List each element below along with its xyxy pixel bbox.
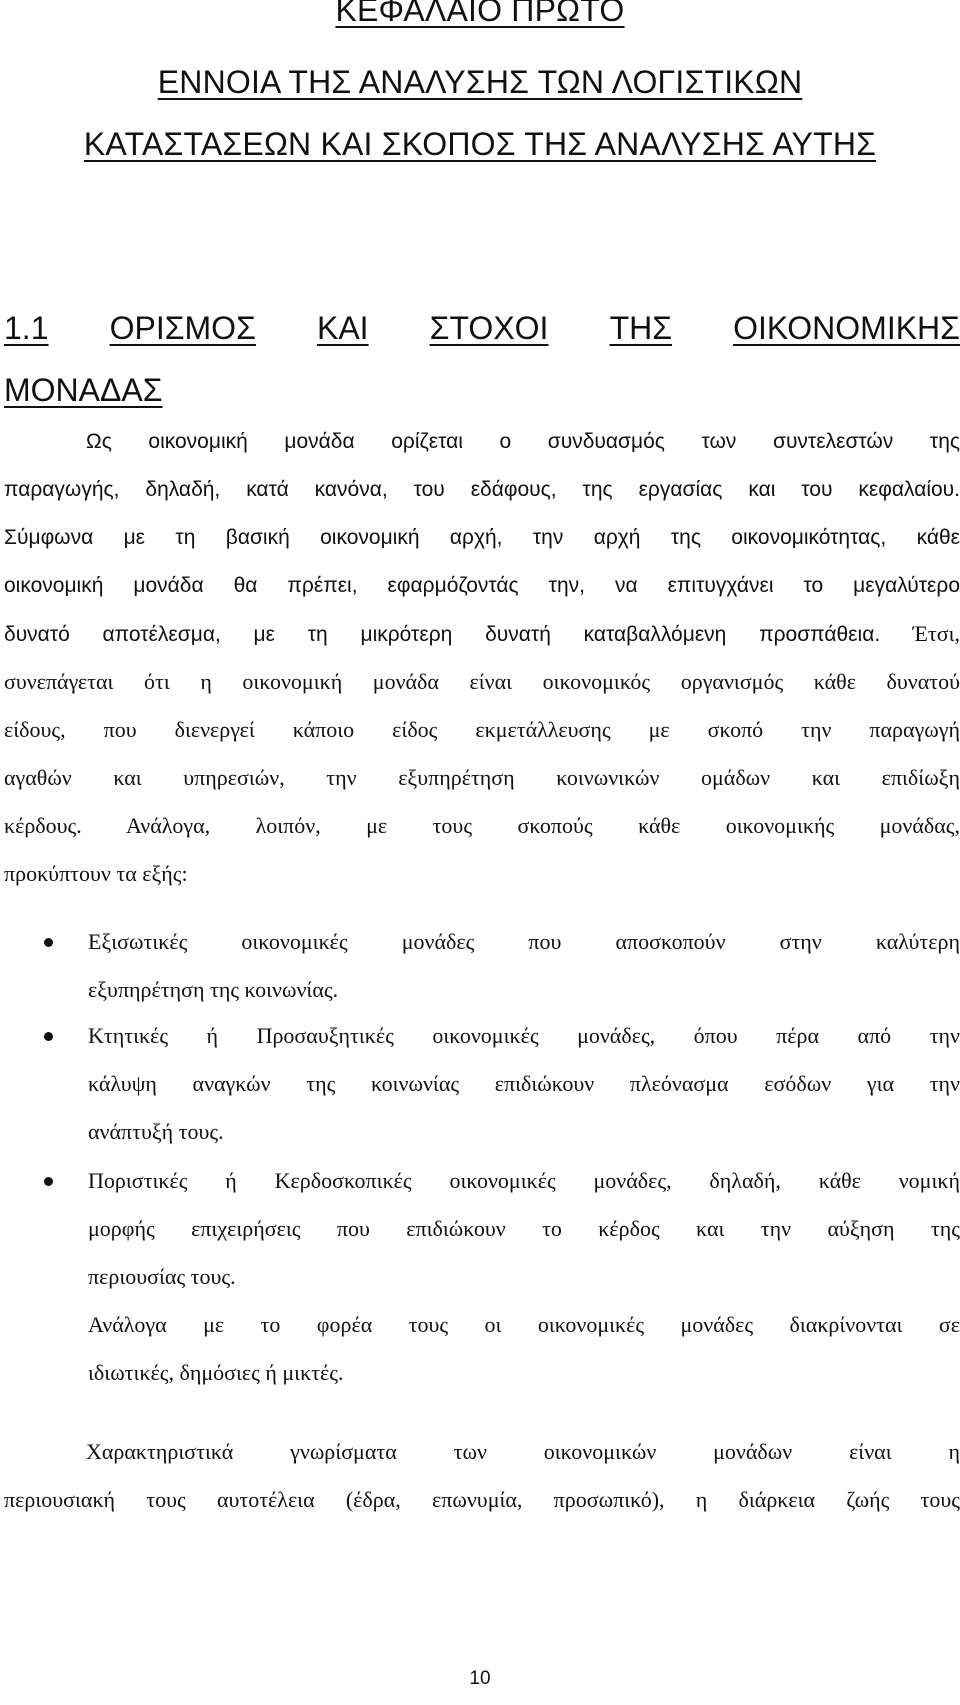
- chapter-title-line-1: ΚΕΦΑΛΑΙΟ ΠΡΩΤΟ: [335, 0, 625, 28]
- chapter-title-line-3: ΚΑΤΑΣΤΑΣΕΩΝ ΚΑΙ ΣΚΟΠΟΣ ΤΗΣ ΑΝΑΛΥΣΗΣ ΑΥΤΗΣ: [83, 126, 877, 162]
- note-line: ιδιωτικές, δημόσιες ή μικτές.: [88, 1360, 344, 1385]
- bullet-icon: [44, 938, 53, 947]
- section-heading-word: ΟΙΚΟΝΟΜΙΚΗΣ: [733, 310, 960, 346]
- paragraph-1-text: Έτσι,: [880, 621, 960, 646]
- paragraph-1-line: αγαθών και υπηρεσιών, την εξυπηρέτηση κοινωνικών ομάδων και επιδίωξη: [4, 765, 960, 790]
- paragraph-1-line: Σύμφωνα με τη βασική οικονομική αρχή, την αρχή της οικονομικότητας, κάθε: [4, 526, 960, 549]
- bullet-icon: [44, 1177, 53, 1186]
- section-heading-word: ΚΑΙ: [316, 310, 369, 346]
- paragraph-1-line: προκύπτουν τα εξής:: [4, 861, 188, 886]
- bullet-item-line: Εξισωτικές οικονομικές μονάδες που αποσκοπούν στην καλύτερη: [88, 929, 960, 954]
- page-number: 10: [469, 1668, 491, 1689]
- paragraph-1-line: [4, 614, 960, 654]
- section-heading-word: ΟΡΙΣΜΟΣ: [109, 310, 256, 346]
- bullet-item-line: περιουσίας τους.: [88, 1264, 236, 1289]
- paragraph-2-line: Χαρακτηριστικά γνωρίσματα των οικονομικών μονάδων είναι η: [86, 1439, 960, 1464]
- bullet-item-line: μορφής επιχειρήσεις που επιδιώκουν το κέρδος και την αύξηση της: [88, 1216, 960, 1241]
- paragraph-1-line: συνεπάγεται ότι η οικονομική μονάδα είναι οικονομικός οργανισμός κάθε δυνατού: [4, 669, 960, 694]
- paragraph-1-line: Ως οικονομική μονάδα ορίζεται ο συνδυασμός των συντελεστών της: [86, 430, 960, 453]
- bullet-item-line: ανάπτυξή τους.: [88, 1119, 224, 1144]
- chapter-title-line-2: ΕΝΝΟΙΑ ΤΗΣ ΑΝΑΛΥΣΗΣ ΤΩΝ ΛΟΓΙΣΤΙΚΩΝ: [157, 64, 803, 100]
- paragraph-1-line: κέρδους. Ανάλογα, λοιπόν, με τους σκοπούς κάθε οικονομικής μονάδας,: [4, 813, 960, 838]
- paragraph-1-line: είδους, που διενεργεί κάποιο είδος εκμετάλλευσης με σκοπό την παραγωγή: [4, 717, 960, 742]
- bullet-icon: [44, 1032, 53, 1041]
- bullet-item-line: Κτητικές ή Προσαυξητικές οικονομικές μονάδες, όπου πέρα από την: [88, 1023, 960, 1048]
- section-number: 1.1: [4, 310, 49, 346]
- note-line: Ανάλογα με το φορέα τους οι οικονομικές μονάδες διακρίνονται σε: [88, 1312, 960, 1337]
- paragraph-1-line: οικονομική μονάδα θα πρέπει, εφαρμόζοντάς την, να επιτυγχάνει το μεγαλύτερο: [4, 574, 960, 597]
- paragraph-1-line: παραγωγής, δηλαδή, κατά κανόνα, του εδάφους, της εργασίας και του κεφαλαίου.: [4, 478, 960, 501]
- bullet-item-line: εξυπηρέτηση της κοινωνίας.: [88, 977, 339, 1002]
- paragraph-2-line: περιουσιακή τους αυτοτέλεια (έδρα, επωνυμία, προσωπικό), η διάρκεια ζωής τους: [4, 1487, 960, 1512]
- bullet-item-line: Ποριστικές ή Κερδοσκοπικές οικονομικές μονάδες, δηλαδή, κάθε νομική: [88, 1168, 960, 1193]
- section-heading-line-1: [4, 310, 960, 347]
- section-heading-word: ΣΤΟΧΟΙ: [429, 310, 549, 346]
- paragraph-1-text: δυνατό αποτέλεσμα, με τη μικρότερη δυνατή καταβαλλόμενη προσπάθεια.: [4, 623, 881, 646]
- section-heading-line-2: ΜΟΝΑΔΑΣ: [4, 372, 163, 408]
- bullet-item-line: κάλυψη αναγκών της κοινωνίας επιδιώκουν πλεόνασμα εσόδων για την: [88, 1071, 960, 1096]
- section-heading-word: ΤΗΣ: [609, 310, 672, 346]
